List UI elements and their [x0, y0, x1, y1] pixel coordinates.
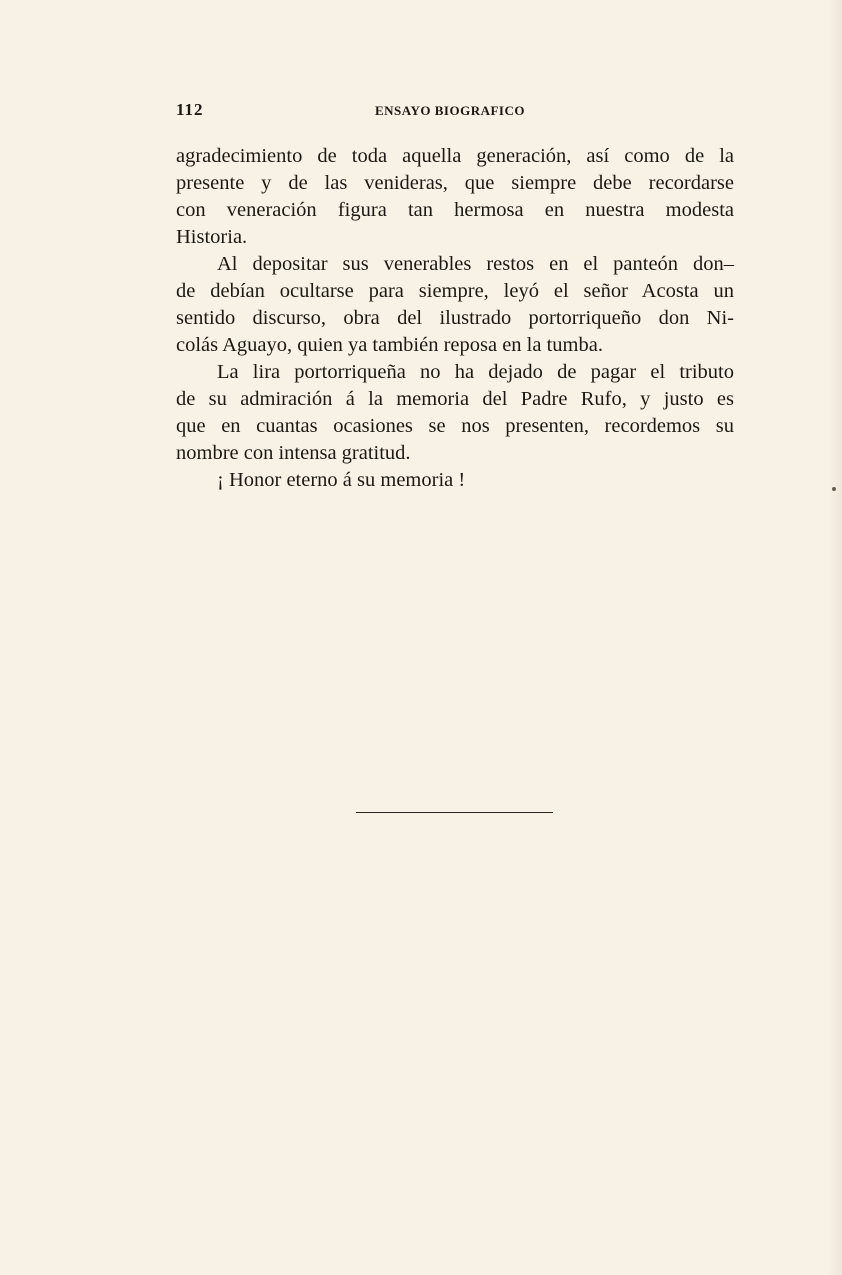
text-line: que en cuantas ocasiones se nos presenten, recordemos su — [176, 415, 734, 437]
text-line: con veneración figura tan hermosa en nuestra modesta — [176, 199, 734, 221]
page-number: 112 — [176, 100, 204, 119]
closing-line: ¡ Honor eterno á su memoria ! — [217, 469, 466, 491]
text-line: agradecimiento de toda aquella generación, así como de la — [176, 145, 734, 167]
page-header — [176, 100, 734, 124]
text-line: de su admiración á la memoria del Padre Rufo, y justo es — [176, 388, 734, 410]
paragraph — [176, 251, 734, 359]
text-line: sentido discurso, obra del ilustrado portorriqueño don Ni- — [176, 307, 734, 329]
end-rule — [356, 812, 553, 813]
text-line: La lira portorriqueña no ha dejado de pagar el tributo — [217, 361, 734, 383]
text-line: nombre con intensa gratitud. — [176, 442, 411, 464]
running-title: ENSAYO BIOGRAFICO — [375, 103, 525, 118]
paragraph — [176, 359, 734, 467]
page-edge-shadow — [828, 0, 842, 1275]
text-line: presente y de las venideras, que siempre debe recordarse — [176, 172, 734, 194]
text-line: de debían ocultarse para siempre, leyó el señor Acosta un — [176, 280, 734, 302]
text-line: colás Aguayo, quien ya también reposa en la tumba. — [176, 334, 603, 356]
paragraph — [176, 467, 734, 494]
text-line: Al depositar sus venerables restos en el panteón don– — [217, 253, 734, 275]
paragraph — [176, 143, 734, 251]
body-text — [176, 143, 734, 494]
margin-speck — [832, 487, 836, 491]
text-line: Historia. — [176, 226, 248, 248]
